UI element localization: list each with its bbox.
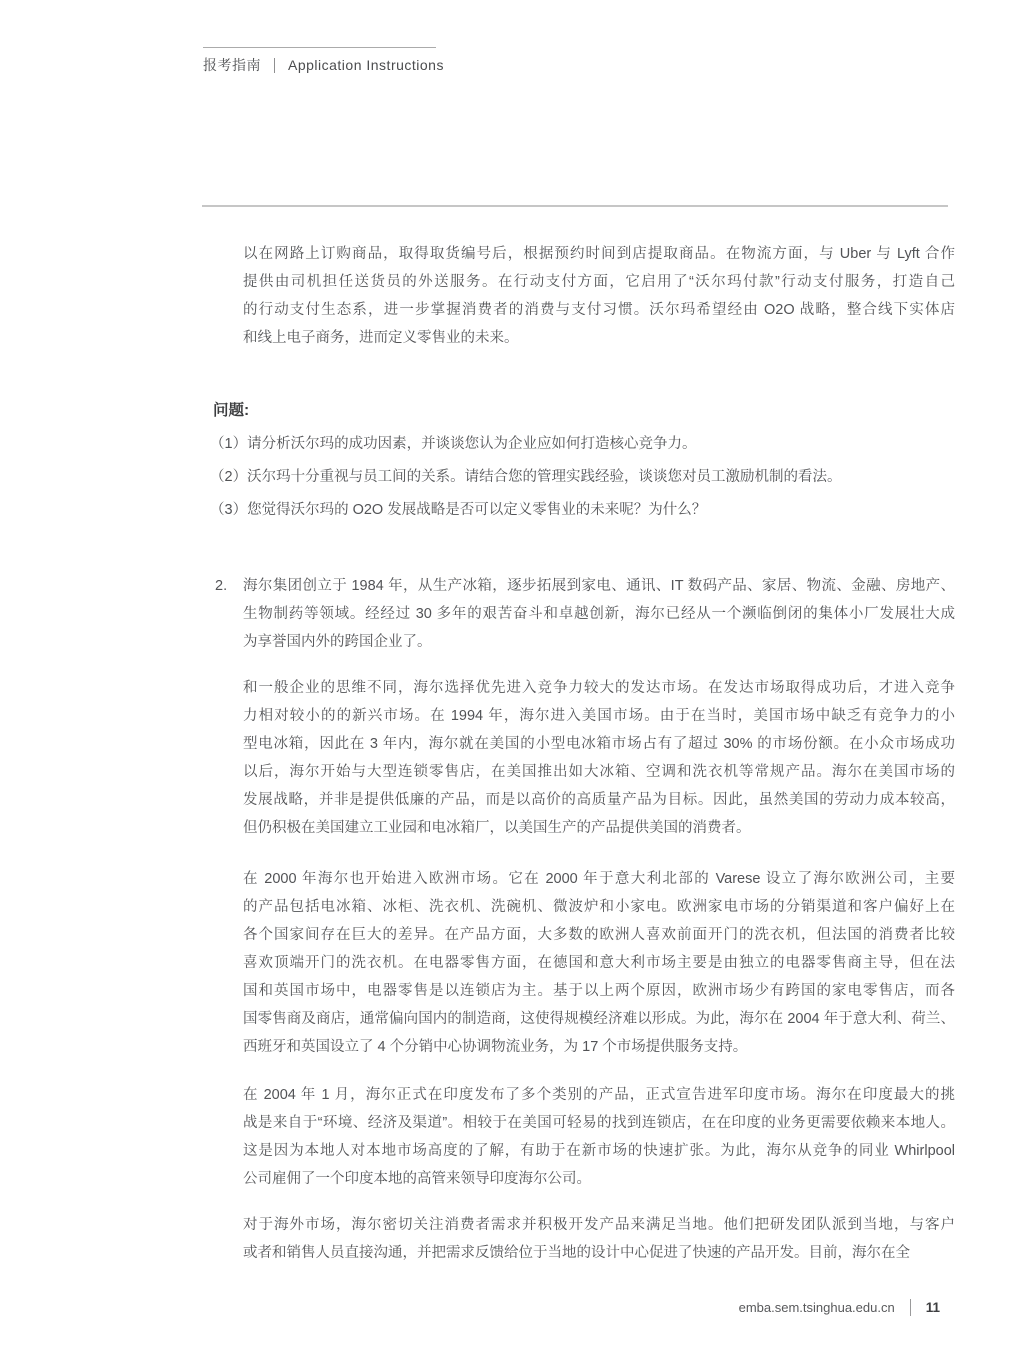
text-line: （1）请分析沃尔玛的成功因素，并谈谈您认为企业应如何打造核心竞争力。 [210,436,697,452]
text-line: 和线上电子商务，进而定义零售业的未来。 [243,330,519,346]
text-line: 提供由司机担任送货员的外送服务。在行动支付方面，它启用了“沃尔玛付款”行动支付服务，打造自己 [243,274,955,290]
case-item-number: 2. [215,578,228,594]
haier-case-paragraph-4 [243,1081,955,1193]
text-line: （3）您觉得沃尔玛的 O2O 发展战略是否可以定义零售业的未来呢？为什么？ [210,502,707,518]
page-header [203,55,444,75]
text-line: 但仍积极在美国建立工业园和电冰箱厂，以美国生产的产品提供美国的消费者。 [243,820,751,836]
walmart-paragraph [243,240,955,352]
text-line: 在 2004 年 1 月，海尔正式在印度发布了多个类别的产品，正式宣告进军印度市场。海尔在印度最大的挑 [243,1087,955,1103]
header-separator-bar [274,58,275,73]
haier-case-paragraph-5 [243,1211,955,1267]
text-line: 的行动支付生态系，进一步掌握消费者的消费与支付习惯。沃尔玛希望经由 O2O 战略，整合线下实体店 [243,302,955,318]
page-number: 11 [925,1300,940,1315]
haier-paragraph-1-lines [243,572,955,656]
content-top-divider [202,205,948,207]
text-line: 发展战略，并非是提供低廉的产品，而是以高价的高质量产品为目标。因此，虽然美国的劳动力成本较高， [243,792,955,808]
text-line: 型电冰箱，因此在 3 年内，海尔就在美国的小型电冰箱市场占有了超过 30% 的市场份额。在小众市场成功 [243,736,955,752]
text-line: 各个国家间存在巨大的差异。在产品方面，大多数的欧洲人喜欢前面开门的洗衣机，但法国的消费者比较 [243,927,955,943]
haier-case-paragraph-1 [215,572,955,656]
questions-heading: 问题: [213,402,250,419]
text-line: 海尔集团创立于 1984 年，从生产冰箱，逐步拓展到家电、通讯、IT 数码产品、家居、物流、金融、房地产、 [243,578,955,594]
questions-list [210,428,958,527]
footer-separator-bar [910,1299,911,1316]
haier-case-paragraph-3 [243,865,955,1061]
header-title-en: Application Instructions [288,57,444,73]
text-line: 在 2000 年海尔也开始进入欧洲市场。它在 2000 年于意大利北部的 Varese 设立了海尔欧洲公司，主要 [243,871,955,887]
text-line: 国和英国市场中，电器零售是以连锁店为主。基于以上两个原因，欧洲市场少有跨国的家电零售店，而各 [243,983,955,999]
text-line: 国零售商及商店，通常偏向国内的制造商，这使得规模经济难以形成。为此，海尔在 2004 年于意大利、荷兰、 [243,1011,955,1027]
text-line: 公司雇佣了一个印度本地的高管来领导印度海尔公司。 [243,1171,591,1187]
header-rule [203,47,436,48]
text-line: 对于海外市场，海尔密切关注消费者需求并积极开发产品来满足当地。他们把研发团队派到当地，与客户 [243,1217,955,1233]
text-line: 喜欢顶端开门的洗衣机。在电器零售方面，在德国和意大利市场主要是由独立的电器零售商主导，但在法 [243,955,955,971]
text-line: 和一般企业的思维不同，海尔选择优先进入竞争力较大的发达市场。在发达市场取得成功后，才进入竞争 [243,680,955,696]
text-line: 西班牙和英国设立了 4 个分销中心协调物流业务，为 17 个市场提供服务支持。 [243,1039,748,1055]
text-line: 为享誉国内外的跨国企业了。 [243,634,432,650]
text-line: 这是因为本地人对本地市场高度的了解，有助于在新市场的快速扩张。为此，海尔从竞争的同业 Whirlpool [243,1143,955,1159]
text-line: 力相对较小的的新兴市场。在 1994 年，海尔进入美国市场。由于在当时，美国市场中缺乏有竞争力的小 [243,708,955,724]
text-line: 生物制药等领域。经经过 30 多年的艰苦奋斗和卓越创新，海尔已经从一个濒临倒闭的集体小厂发展壮大成 [243,606,955,622]
footer-url: emba.sem.tsinghua.edu.cn [738,1300,895,1315]
header-title-zh: 报考指南 [203,57,261,73]
text-line: 或者和销售人员直接沟通，并把需求反馈给位于当地的设计中心促进了快速的产品开发。目前，海尔在全 [243,1245,910,1261]
text-line: 以后，海尔开始与大型连锁零售店，在美国推出如大冰箱、空调和洗衣机等常规产品。海尔在美国市场的 [243,764,955,780]
text-line: 战是来自于“环境、经济及渠道”。相较于在美国可轻易的找到连锁店，在在印度的业务更需要依赖来本地人。 [243,1115,955,1131]
text-line: 以在网路上订购商品，取得取货编号后，根据预约时间到店提取商品。在物流方面，与 Uber 与 Lyft 合作 [243,246,955,262]
page-footer [739,1299,940,1316]
haier-case-paragraph-2 [243,674,955,842]
text-line: （2）沃尔玛十分重视与员工间的关系。请结合您的管理实践经验，谈谈您对员工激励机制的看法。 [210,469,842,485]
text-line: 的产品包括电冰箱、冰柜、洗衣机、洗碗机、微波炉和小家电。欧洲家电市场的分销渠道和客户偏好上在 [243,899,955,915]
